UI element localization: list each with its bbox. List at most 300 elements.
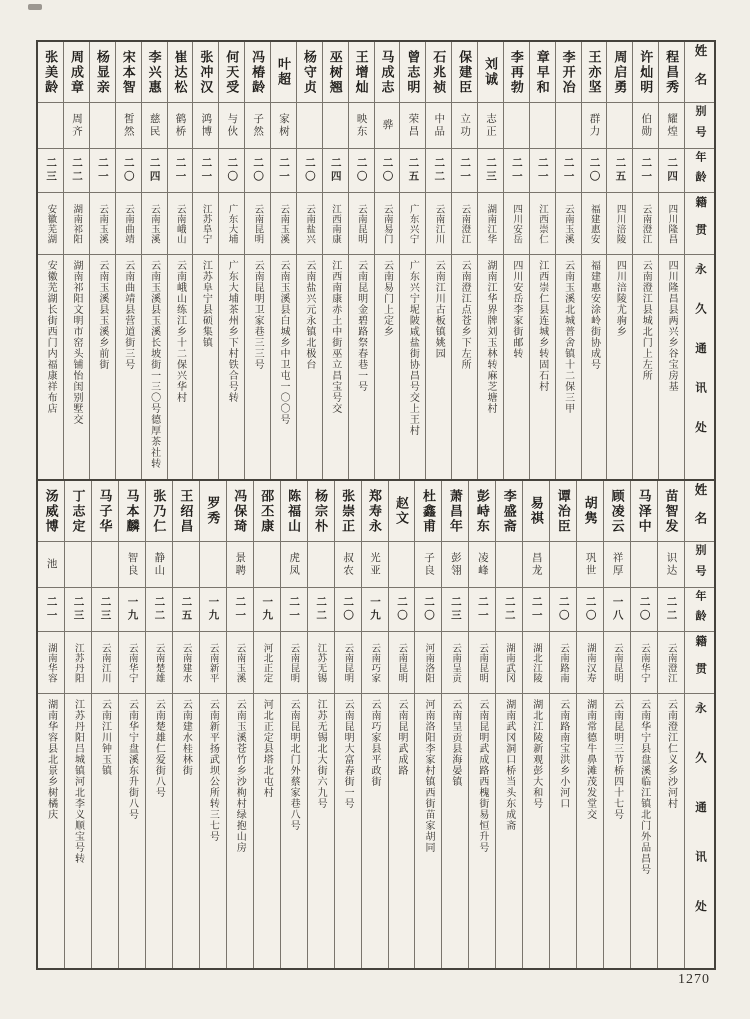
entry-age: 二二 [70, 157, 83, 184]
entry-address-cell [550, 693, 576, 968]
entry-native-cell [659, 192, 684, 254]
entry-age-cell [281, 587, 307, 631]
entry-name: 李再勃 [508, 49, 524, 95]
entry-column [555, 42, 581, 479]
entry-age-cell [146, 587, 172, 631]
entry-native: 云南玉溪 [234, 642, 246, 683]
entry-column [399, 42, 425, 479]
entry-name-cell [200, 481, 226, 541]
entry-age-cell [658, 587, 684, 631]
column-header-address-label: 永久通讯处 [694, 702, 706, 950]
entry-age: 二〇 [638, 596, 651, 623]
entry-age: 二〇 [226, 157, 239, 184]
entry-column [549, 481, 576, 968]
entry-name-cell [64, 42, 89, 102]
entry-age: 二一 [476, 596, 489, 623]
entry-age: 二一 [640, 157, 653, 184]
entry-name-cell [92, 481, 118, 541]
entry-name: 李盛斋 [501, 488, 517, 534]
entry-address-cell [633, 254, 658, 479]
entry-age: 二五 [407, 157, 420, 184]
entry-age: 二〇 [588, 157, 601, 184]
entry-age-cell [323, 148, 348, 192]
entry-name: 张美龄 [43, 49, 59, 95]
entry-name: 刘诚 [482, 57, 498, 87]
entry-age-cell [142, 148, 167, 192]
entry-address: 云南华宁县盘溪临江镇北门外品昌号 [638, 699, 650, 875]
entry-column [118, 481, 145, 968]
entry-age: 二〇 [557, 596, 570, 623]
entry-native-cell [607, 192, 632, 254]
entry-age-cell [442, 587, 468, 631]
column-header-address-label: 永久通讯处 [694, 263, 706, 461]
entry-name-cell [633, 42, 658, 102]
entry-age: 二三 [72, 596, 85, 623]
entry-native: 云南玉溪 [562, 203, 574, 244]
entry-age: 二一 [510, 157, 523, 184]
entry-column [348, 42, 374, 479]
entry-column [38, 481, 64, 968]
entry-age: 二〇 [584, 596, 597, 623]
entry-alias-cell [245, 102, 270, 148]
entry-native: 云南江川 [99, 642, 111, 683]
entry-address: 云南呈贡县海晏镇 [449, 699, 461, 787]
entry-alias: 荣昌 [407, 113, 420, 138]
entry-name: 程昌秀 [664, 49, 680, 95]
column-header-name [685, 481, 714, 541]
entry-name-cell [659, 42, 684, 102]
entry-address: 云南玉溪县玉溪乡前街 [96, 260, 108, 370]
entry-address-cell [168, 254, 193, 479]
entry-native-cell [452, 192, 477, 254]
entry-address: 广东兴宁坭陂咸盐街协昌号交上王村 [407, 260, 419, 436]
entry-name-cell [271, 42, 296, 102]
column-header-age-label: 年龄 [694, 589, 706, 630]
entry-age: 二一 [234, 596, 247, 623]
entry-alias-cell [469, 541, 495, 587]
entry-address: 湖南华容县北景乡树橘庆 [45, 699, 57, 820]
entry-age-cell [582, 148, 607, 192]
entry-native: 福建惠安 [588, 203, 600, 244]
entry-age-cell [173, 587, 199, 631]
entry-native-cell [219, 192, 244, 254]
entry-column [425, 42, 451, 479]
entry-age: 二一 [45, 596, 58, 623]
entry-column [503, 42, 529, 479]
entry-alias-cell [442, 541, 468, 587]
entry-age-cell [65, 587, 91, 631]
entry-name-cell [400, 42, 425, 102]
entry-native-cell [297, 192, 322, 254]
entry-age-cell [92, 587, 118, 631]
entry-age-cell [200, 587, 226, 631]
entry-age-cell [631, 587, 657, 631]
column-header-name-label: 姓名 [693, 482, 707, 540]
entry-alias-cell [375, 102, 400, 148]
entry-name: 杨显亲 [94, 49, 110, 95]
entry-address-cell [245, 254, 270, 479]
entry-address: 云南巧家县平政街 [369, 699, 381, 787]
entry-native: 云南楚雄 [153, 642, 165, 683]
entry-name-cell [90, 42, 115, 102]
entry-age: 二四 [329, 157, 342, 184]
entry-alias: 群力 [588, 113, 601, 138]
entry-column [167, 42, 193, 479]
entry-alias: 彭翎 [449, 552, 462, 577]
entry-name-cell [245, 42, 270, 102]
entry-native: 云南昆明 [355, 203, 367, 244]
entry-alias-cell [523, 541, 549, 587]
entry-alias-cell [577, 541, 603, 587]
entry-alias-cell [146, 541, 172, 587]
entry-address-cell [556, 254, 581, 479]
entry-age-cell [254, 587, 280, 631]
entry-column [270, 42, 296, 479]
entry-age-cell [556, 148, 581, 192]
entry-native: 云南华宁 [126, 642, 138, 683]
entry-native: 江西南康 [329, 203, 341, 244]
entry-native-cell [400, 192, 425, 254]
entry-native-cell [496, 631, 522, 693]
entry-native: 四川安岳 [511, 203, 523, 244]
entry-address-cell [271, 254, 296, 479]
entry-age: 二〇 [342, 596, 355, 623]
entry-address: 云南昆明武成路西槐街易恒升号 [476, 699, 488, 853]
entry-native-cell [193, 192, 218, 254]
entry-age-cell [168, 148, 193, 192]
entry-address: 四川涪陵尤驹乡 [614, 260, 626, 337]
entry-age-cell [577, 587, 603, 631]
entry-name: 冯保琦 [232, 488, 248, 534]
entry-alias-cell [607, 102, 632, 148]
entry-address: 江苏无锡北大街六九号 [315, 699, 327, 809]
entry-name: 宋本智 [120, 49, 136, 95]
entry-native-cell [633, 192, 658, 254]
entry-name: 马泽中 [636, 488, 652, 534]
column-header-native-label: 籍贯 [694, 196, 707, 251]
entry-address-cell [659, 254, 684, 479]
entry-alias: 鸿博 [200, 113, 213, 138]
entry-name-cell [426, 42, 451, 102]
entry-native: 湖南江华 [485, 203, 497, 244]
entry-age-cell [452, 148, 477, 192]
entry-address-cell [119, 693, 145, 968]
entry-native-cell [254, 631, 280, 693]
entry-alias: 昌龙 [530, 552, 543, 577]
entry-address-cell [65, 693, 91, 968]
entry-alias: 鹤桥 [174, 113, 187, 138]
entry-name: 顾凌云 [609, 488, 625, 534]
directory-table-bottom [36, 481, 716, 970]
entry-alias-cell [119, 541, 145, 587]
entry-address-cell [604, 693, 630, 968]
entry-alias-cell [349, 102, 374, 148]
entry-native: 河南洛阳 [423, 642, 435, 683]
entry-name-cell [281, 481, 307, 541]
entry-column [38, 42, 63, 479]
entry-alias: 映东 [355, 113, 368, 138]
entry-name-cell [389, 481, 415, 541]
entry-age-cell [193, 148, 218, 192]
entry-age: 二二 [503, 596, 516, 623]
entry-name-cell [65, 481, 91, 541]
entry-name-cell [523, 481, 549, 541]
entry-column [630, 481, 657, 968]
entry-name: 马子华 [97, 488, 113, 534]
entry-age: 二一 [562, 157, 575, 184]
entry-address: 云南昆明金碧路祭春巷一号 [355, 260, 367, 392]
entry-column [172, 481, 199, 968]
entry-address: 湖南祁阳文明市窑头铺怡闺别墅交 [70, 260, 82, 425]
entry-name: 曾志明 [405, 49, 421, 95]
entry-address: 云南昆明大富春街一号 [342, 699, 354, 809]
entry-column [477, 42, 503, 479]
entry-address-cell [607, 254, 632, 479]
entry-name-cell [168, 42, 193, 102]
entry-age-cell [64, 148, 89, 192]
entry-alias: 皙然 [122, 113, 135, 138]
entry-age-cell [523, 587, 549, 631]
entry-native-cell [426, 192, 451, 254]
entry-name-cell [607, 42, 632, 102]
entry-age: 二三 [45, 157, 58, 184]
entry-column [374, 42, 400, 479]
entry-name-cell [530, 42, 555, 102]
entry-name-cell [504, 42, 529, 102]
entry-address: 湖南武冈洞口桥当头东成斋 [503, 699, 515, 831]
entry-alias: 凌峰 [476, 552, 489, 577]
entry-name-cell [349, 42, 374, 102]
entry-native: 云南澄江 [665, 642, 677, 683]
entry-age-cell [119, 587, 145, 631]
entry-age-cell [530, 148, 555, 192]
entry-age: 二五 [180, 596, 193, 623]
entry-address: 云南路南宝洪乡小河口 [557, 699, 569, 809]
entry-name: 杜鑫甫 [420, 488, 436, 534]
entry-native: 云南澄江 [640, 203, 652, 244]
entry-name-cell [142, 42, 167, 102]
entry-age-cell [504, 148, 529, 192]
entry-alias: 中品 [433, 113, 446, 138]
entry-name-cell [308, 481, 334, 541]
entry-age-cell [659, 148, 684, 192]
entry-alias-cell [219, 102, 244, 148]
entry-age-cell [362, 587, 388, 631]
entry-name: 张崇正 [340, 488, 356, 534]
entry-column [603, 481, 630, 968]
entry-alias: 祥厚 [611, 552, 624, 577]
entry-alias-cell [658, 541, 684, 587]
entry-age: 二二 [153, 596, 166, 623]
entry-column [576, 481, 603, 968]
entry-age-cell [604, 587, 630, 631]
entry-native: 云南路南 [557, 642, 569, 683]
entry-column [192, 42, 218, 479]
entry-address: 云南玉溪苍竹乡沙枸村绿抱山房 [234, 699, 246, 853]
entry-address: 云南江川钟玉镇 [99, 699, 111, 776]
entry-native: 云南玉溪 [278, 203, 290, 244]
entry-native-cell [349, 192, 374, 254]
entry-alias-cell [308, 541, 334, 587]
entry-name-cell [577, 481, 603, 541]
column-header-alias-label: 别号 [694, 104, 706, 147]
entry-column [218, 42, 244, 479]
column-header-alias-label: 别号 [694, 543, 706, 586]
entry-alias: 立功 [459, 113, 472, 138]
entry-native: 云南昆明 [342, 642, 354, 683]
entry-native: 云南昆明 [611, 642, 623, 683]
entry-age: 二三 [449, 596, 462, 623]
entry-alias-cell [38, 102, 63, 148]
entry-age-cell [550, 587, 576, 631]
entry-address-cell [530, 254, 555, 479]
entry-address: 云南澄江点苍乡下左所 [459, 260, 471, 370]
entry-address-cell [389, 693, 415, 968]
entry-name: 杨宗朴 [313, 488, 329, 534]
column-header-alias [685, 102, 714, 148]
entry-name: 赵文 [393, 496, 409, 526]
entry-name-cell [362, 481, 388, 541]
entry-address: 云南楚雄仁爱街八号 [153, 699, 165, 798]
entry-age-cell [219, 148, 244, 192]
entry-address: 河北正定县塔北屯村 [261, 699, 273, 798]
entry-address: 湖南常德牛鼻滩茂发堂交 [584, 699, 596, 820]
entry-native-cell [227, 631, 253, 693]
entry-native: 江苏无锡 [315, 642, 327, 683]
entry-age: 二四 [148, 157, 161, 184]
entry-address-cell [38, 254, 63, 479]
column-header-age [685, 148, 714, 192]
entry-name: 陈福山 [286, 488, 302, 534]
entry-age-cell [496, 587, 522, 631]
entry-age-cell [227, 587, 253, 631]
entry-name: 何天受 [224, 49, 240, 95]
entry-address: 云南昆明三节桥四十七号 [611, 699, 623, 820]
entry-age-cell [426, 148, 451, 192]
entry-name-cell [219, 42, 244, 102]
scan-artifact [28, 4, 42, 10]
entry-address-cell [400, 254, 425, 479]
entry-native: 江西崇仁 [536, 203, 548, 244]
entry-name-cell [582, 42, 607, 102]
entry-age-cell [478, 148, 503, 192]
entry-name-cell [297, 42, 322, 102]
entry-native-cell [146, 631, 172, 693]
entry-address-cell [631, 693, 657, 968]
entry-native: 安徽芜湖 [45, 203, 57, 244]
entry-name-cell [254, 481, 280, 541]
entry-native-cell [173, 631, 199, 693]
entry-alias-cell [254, 541, 280, 587]
entry-native: 云南昆明 [477, 642, 489, 683]
entry-native: 云南呈贡 [450, 642, 462, 683]
entry-native: 云南盐兴 [304, 203, 316, 244]
entry-alias-cell [297, 102, 322, 148]
entry-column [280, 481, 307, 968]
entry-native: 湖南祁阳 [71, 203, 83, 244]
entry-column [581, 42, 607, 479]
entry-address: 江西南康赤土中街巫立昌宝号交 [329, 260, 341, 414]
entry-address-cell [577, 693, 603, 968]
entry-native-cell [142, 192, 167, 254]
entry-address: 江西崇仁县连城乡转固石村 [536, 260, 548, 392]
entry-native: 云南曲靖 [122, 203, 134, 244]
entry-native: 湖北江陵 [531, 642, 542, 683]
entry-native: 云南华宁 [638, 642, 650, 683]
entry-native-cell [308, 631, 334, 693]
entry-name-cell [116, 42, 141, 102]
column-header-age-label: 年龄 [694, 150, 706, 191]
entry-address: 河南洛阳李家村镇西街苗家胡同 [422, 699, 434, 853]
entry-name: 王亦坚 [586, 49, 602, 95]
entry-alias-cell [65, 541, 91, 587]
entry-address: 福建惠安涂岭街协成号 [588, 260, 600, 370]
entry-native-cell [168, 192, 193, 254]
entry-alias-cell [227, 541, 253, 587]
entry-alias: 景聘 [234, 552, 247, 577]
entry-age: 二〇 [122, 157, 135, 184]
entry-native: 四川隆昌 [666, 203, 678, 244]
entry-name: 周启勇 [612, 49, 628, 95]
entry-address-cell [219, 254, 244, 479]
entry-address: 安徽芜湖长街西门内福康祥布店 [45, 260, 57, 414]
entry-column [361, 481, 388, 968]
entry-address: 四川安岳李家街邮转 [510, 260, 522, 359]
entry-alias: 与伙 [226, 113, 239, 138]
entry-name: 王增灿 [353, 49, 369, 95]
entry-name-cell [658, 481, 684, 541]
entry-name-cell [119, 481, 145, 541]
entry-name: 邵丕康 [259, 488, 275, 534]
entry-age-cell [271, 148, 296, 192]
entry-alias-cell [478, 102, 503, 148]
entry-alias-cell [116, 102, 141, 148]
entry-name: 许灿明 [638, 49, 654, 95]
entry-address: 云南易门上定乡 [381, 260, 393, 337]
entry-age: 二一 [459, 157, 472, 184]
entry-address: 江苏丹阳吕城镇河北李义顺宝号转 [72, 699, 84, 864]
entry-address-cell [362, 693, 388, 968]
entry-name: 李兴惠 [146, 49, 162, 95]
entry-name-cell [38, 42, 63, 102]
entry-alias-cell [38, 541, 64, 587]
entry-name: 郑寿永 [367, 488, 383, 534]
entry-name: 彭峙东 [474, 488, 490, 534]
entry-address-cell [254, 693, 280, 968]
entry-alias-cell [271, 102, 296, 148]
entry-name-cell [146, 481, 172, 541]
entry-name: 杨守贞 [301, 49, 317, 95]
entry-native: 云南巧家 [369, 642, 381, 683]
entry-column [606, 42, 632, 479]
entry-name: 保建臣 [457, 49, 473, 95]
entry-name-cell [469, 481, 495, 541]
entry-name: 周成章 [68, 49, 84, 95]
entry-age-cell [38, 148, 63, 192]
entry-native-cell [38, 631, 64, 693]
entry-column [307, 481, 334, 968]
entry-address: 云南澄江县城北门上左所 [640, 260, 652, 381]
entry-alias: 虎凤 [288, 552, 301, 577]
entry-address-cell [90, 254, 115, 479]
entry-native: 江苏阜宁 [200, 203, 212, 244]
page-number: 1270 [678, 972, 710, 987]
entry-native-cell [116, 192, 141, 254]
entry-native-cell [556, 192, 581, 254]
entry-alias: 智良 [126, 552, 139, 577]
entry-column [89, 42, 115, 479]
entry-column [529, 42, 555, 479]
